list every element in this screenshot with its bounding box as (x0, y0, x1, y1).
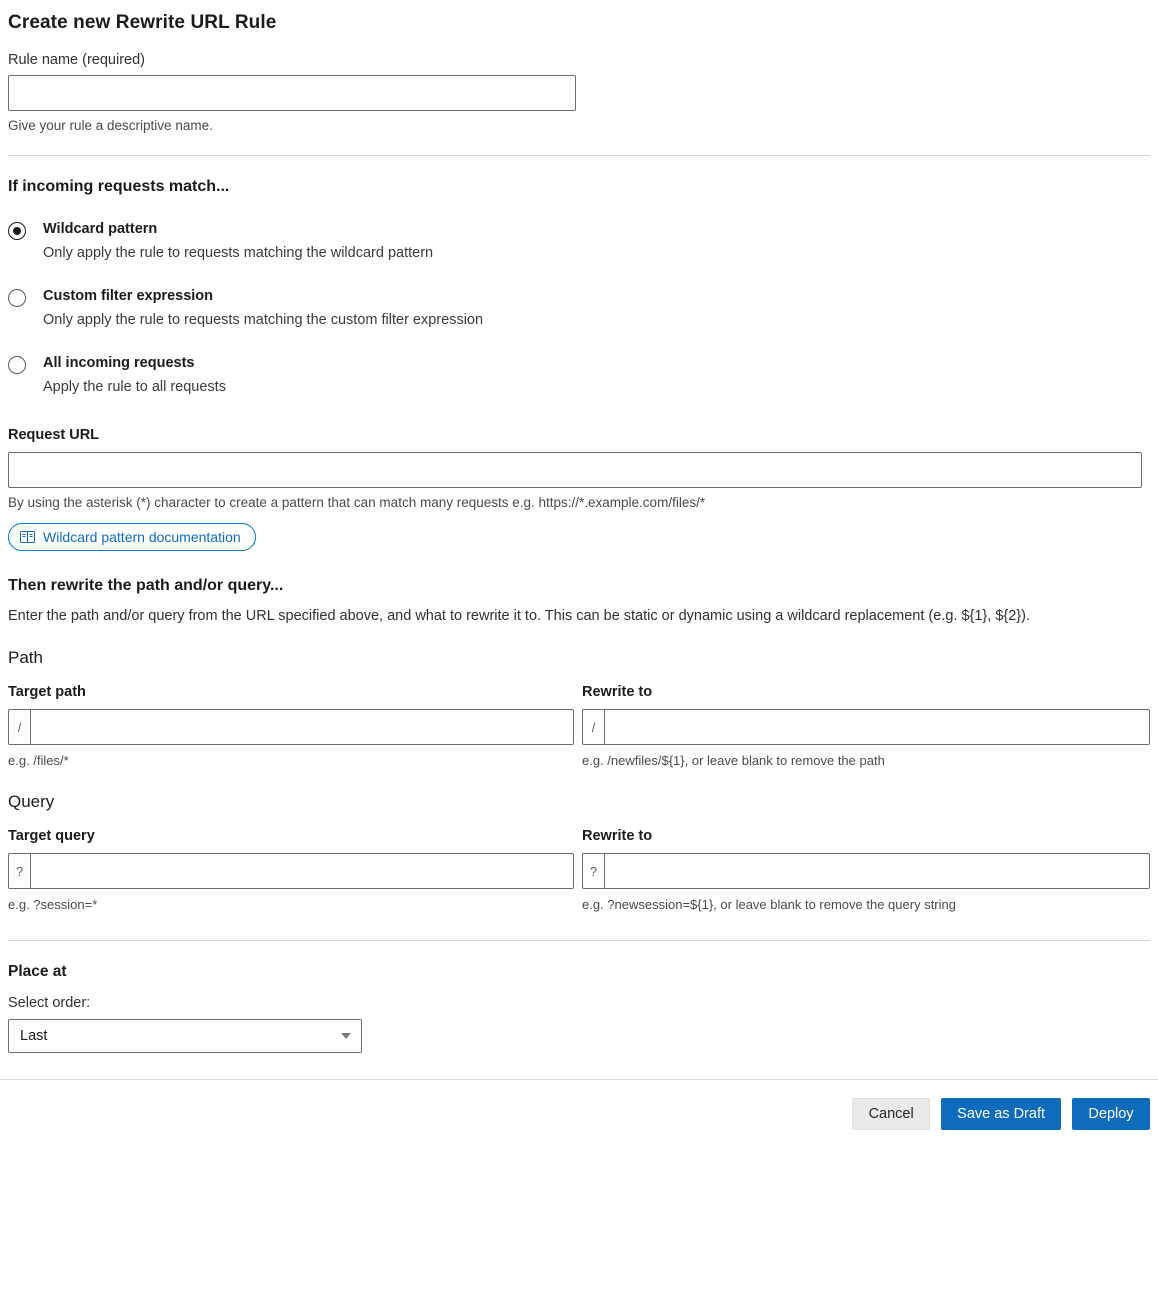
target-query-prefix: ? (8, 853, 30, 889)
rule-name-field-group (8, 52, 1150, 133)
rewrite-path-input-wrapper (582, 709, 1150, 745)
target-path-input-wrapper (8, 709, 574, 745)
rewrite-query-field-group (582, 828, 1150, 912)
radio-custom-filter-expression-title: Custom filter expression (43, 287, 214, 304)
rewrite-query-label: Rewrite to (582, 828, 653, 845)
target-path-hint: e.g. /files/* (8, 753, 69, 769)
radio-option-wildcard-pattern[interactable] (8, 220, 1150, 263)
wildcard-pattern-documentation-label: Wildcard pattern documentation (43, 528, 241, 545)
target-query-field-group (8, 828, 574, 912)
rewrite-path-prefix: / (582, 709, 604, 745)
target-query-input[interactable] (30, 853, 574, 889)
radio-custom-filter-expression-mark[interactable] (8, 289, 26, 307)
page-title: Create new Rewrite URL Rule (8, 12, 277, 33)
target-path-field-group (8, 684, 574, 768)
rewrite-path-hint: e.g. /newfiles/${1}, or leave blank to remove the path (582, 753, 885, 769)
place-at-heading: Place at (8, 963, 67, 981)
radio-wildcard-pattern-description: Only apply the rule to requests matching the wildcard pattern (43, 245, 434, 262)
save-as-draft-button[interactable]: Save as Draft (941, 1098, 1061, 1130)
deploy-button[interactable]: Deploy (1072, 1098, 1150, 1130)
request-url-label: Request URL (8, 426, 100, 443)
target-query-input-wrapper (8, 853, 574, 889)
form-footer (0, 1079, 1158, 1148)
target-path-input[interactable] (30, 709, 574, 745)
target-query-hint: e.g. ?session=* (8, 897, 98, 913)
rule-name-input[interactable] (8, 75, 576, 111)
book-icon (20, 530, 35, 544)
rewrite-path-field-group (582, 684, 1150, 768)
request-url-input[interactable] (8, 452, 1142, 488)
radio-wildcard-pattern-mark[interactable] (8, 222, 26, 240)
rewrite-query-input-wrapper (582, 853, 1150, 889)
rewrite-query-prefix: ? (582, 853, 604, 889)
wildcard-pattern-documentation-link[interactable] (8, 523, 256, 551)
target-path-label: Target path (8, 684, 86, 701)
target-query-label: Target query (8, 828, 95, 845)
select-order-label: Select order: (8, 995, 91, 1012)
rule-name-helper: Give your rule a descriptive name. (8, 118, 213, 133)
path-group-title: Path (8, 648, 43, 668)
radio-all-incoming-requests-mark[interactable] (8, 356, 26, 374)
target-path-prefix: / (8, 709, 30, 745)
request-url-helper: By using the asterisk (*) character to create a pattern that can match many requests e.g. https://*.example.com/files/* (8, 494, 706, 510)
rewrite-path-label: Rewrite to (582, 684, 653, 701)
request-url-field-group (8, 427, 1150, 551)
rule-name-label: Rule name (required) (8, 52, 146, 68)
query-fields-row (8, 828, 1150, 912)
rewrite-query-hint: e.g. ?newsession=${1}, or leave blank to remove the query string (582, 897, 956, 913)
radio-option-all-incoming-requests[interactable] (8, 354, 1150, 397)
cancel-button[interactable]: Cancel (852, 1098, 930, 1130)
radio-option-custom-filter-expression[interactable] (8, 287, 1150, 330)
select-order-value: Last (20, 1028, 48, 1045)
rewrite-query-input[interactable] (604, 853, 1150, 889)
rewrite-section-description: Enter the path and/or query from the URL specified above, and what to rewrite it to. This can be static or dynamic using a wildcard replacement (e.g. ${1}, ${2}). (8, 607, 1031, 624)
select-order-dropdown[interactable] (8, 1019, 362, 1053)
rewrite-path-input[interactable] (604, 709, 1150, 745)
chevron-down-icon[interactable] (341, 1033, 351, 1039)
path-fields-row (8, 684, 1150, 768)
radio-all-incoming-requests-title: All incoming requests (43, 354, 195, 371)
radio-wildcard-pattern-title: Wildcard pattern (43, 221, 158, 237)
query-group-title: Query (8, 792, 55, 812)
divider-place-at (8, 940, 1150, 941)
radio-all-incoming-requests-description: Apply the rule to all requests (43, 379, 226, 396)
rewrite-section-heading: Then rewrite the path and/or query... (8, 576, 284, 594)
match-section-heading: If incoming requests match... (8, 178, 230, 195)
divider-top (8, 155, 1150, 156)
radio-custom-filter-expression-description: Only apply the rule to requests matching the custom filter expression (43, 312, 484, 329)
